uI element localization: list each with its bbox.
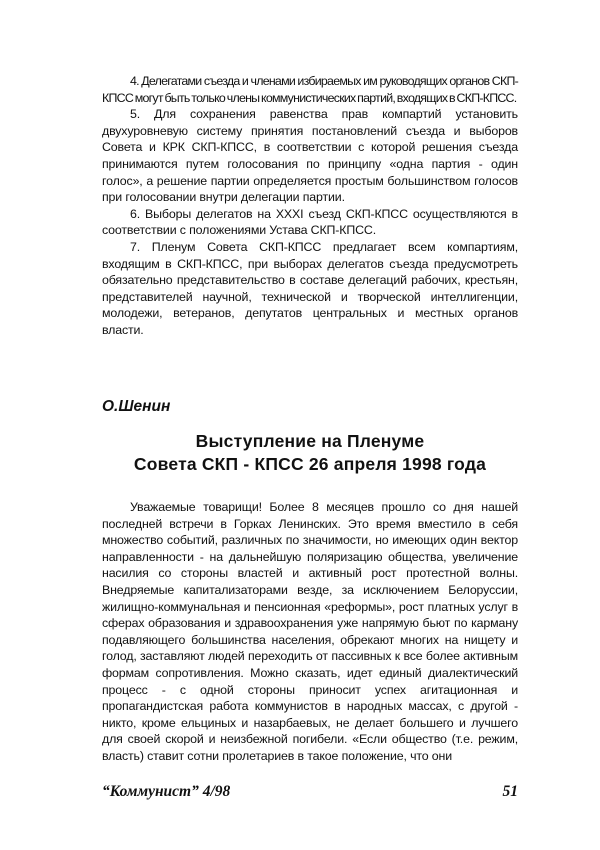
article-title-line-1: Выступление на Пленуме [195, 431, 425, 451]
resolution-paragraph-7: 7. Пленум Совета СКП-КПСС предлагает всем компартиям, входящим в СКП-КПСС, при выборах делегатов съезда предусмотреть обязательно представительство в составе делегаций рабочих, крестьян, представителей научной, технической и творческой интеллигенции, молодежи, ветеранов, депутатов центральных и местных органов власти. [102, 239, 518, 337]
resolution-paragraph-6: 6. Выборы делегатов на XXXI съезд СКП-КПСС осуществляются в соответствии с положениями Устава СКП-КПСС. [102, 206, 518, 238]
resolution-paragraph-5: 5. Для сохранения равенства прав компартий установить двухуровневую систему принятия постановлений съезда и выборов Совета и КРК СКП-КПСС, в соответствии с которой решения съезда принимаются путем голосования по принципу «одна партия - один голос», а решение партии определяется простым большинством голосов при голосовании внутри делегации партии. [102, 107, 518, 205]
speech-text-block [102, 499, 518, 765]
resolution-paragraph-4: 4. Делегатами съезда и членами избираемых им руководящих органов СКП-КПСС могут быть только члены коммунистических партий, входящих в СКП-КПСС. [102, 74, 518, 105]
article-title [102, 430, 518, 476]
article-title-line-2: Совета СКП - КПСС 26 апреля 1998 года [133, 454, 487, 474]
speech-paragraph: Уважаемые товарищи! Более 8 месяцев прошло со дня нашей последней встречи в Горках Ленинских. Это время вместило в себя множество событий, различных по значимости, но имеющих один вектор направленности - на дальнейшую поляризацию общества, увеличение насилия со стороны властей и активный рост протестной волны. Внедряемые капитализаторами везде, за исключением Белоруссии, жилищно-коммунальная и пенсионная «реформы», рост платных услуг в сферах образования и здравоохранения уже напрямую бьют по карману подавляющего большинства населения, обрекают многих на нищету и голод, заставляют людей переходить от пассивных к все более активным формам сопротивления. Можно сказать, идет единый диалектический процесс - с одной стороны приносит успех агитационная и пропагандистская работа коммунистов в народных массах, с другой - никто, кроме ельциных и назарбаевых, не делает большего и лучшего для своей скорой и неизбежной погибели. «Если общество (т.е. режим, власть) ставит сотни пролетариев в такое положение, что они [102, 500, 518, 763]
journal-issue: “Коммунист” 4/98 [102, 783, 231, 800]
resolution-text-block [102, 73, 518, 339]
page-number: 51 [502, 783, 518, 800]
article-author: О.Шенин [102, 398, 171, 415]
